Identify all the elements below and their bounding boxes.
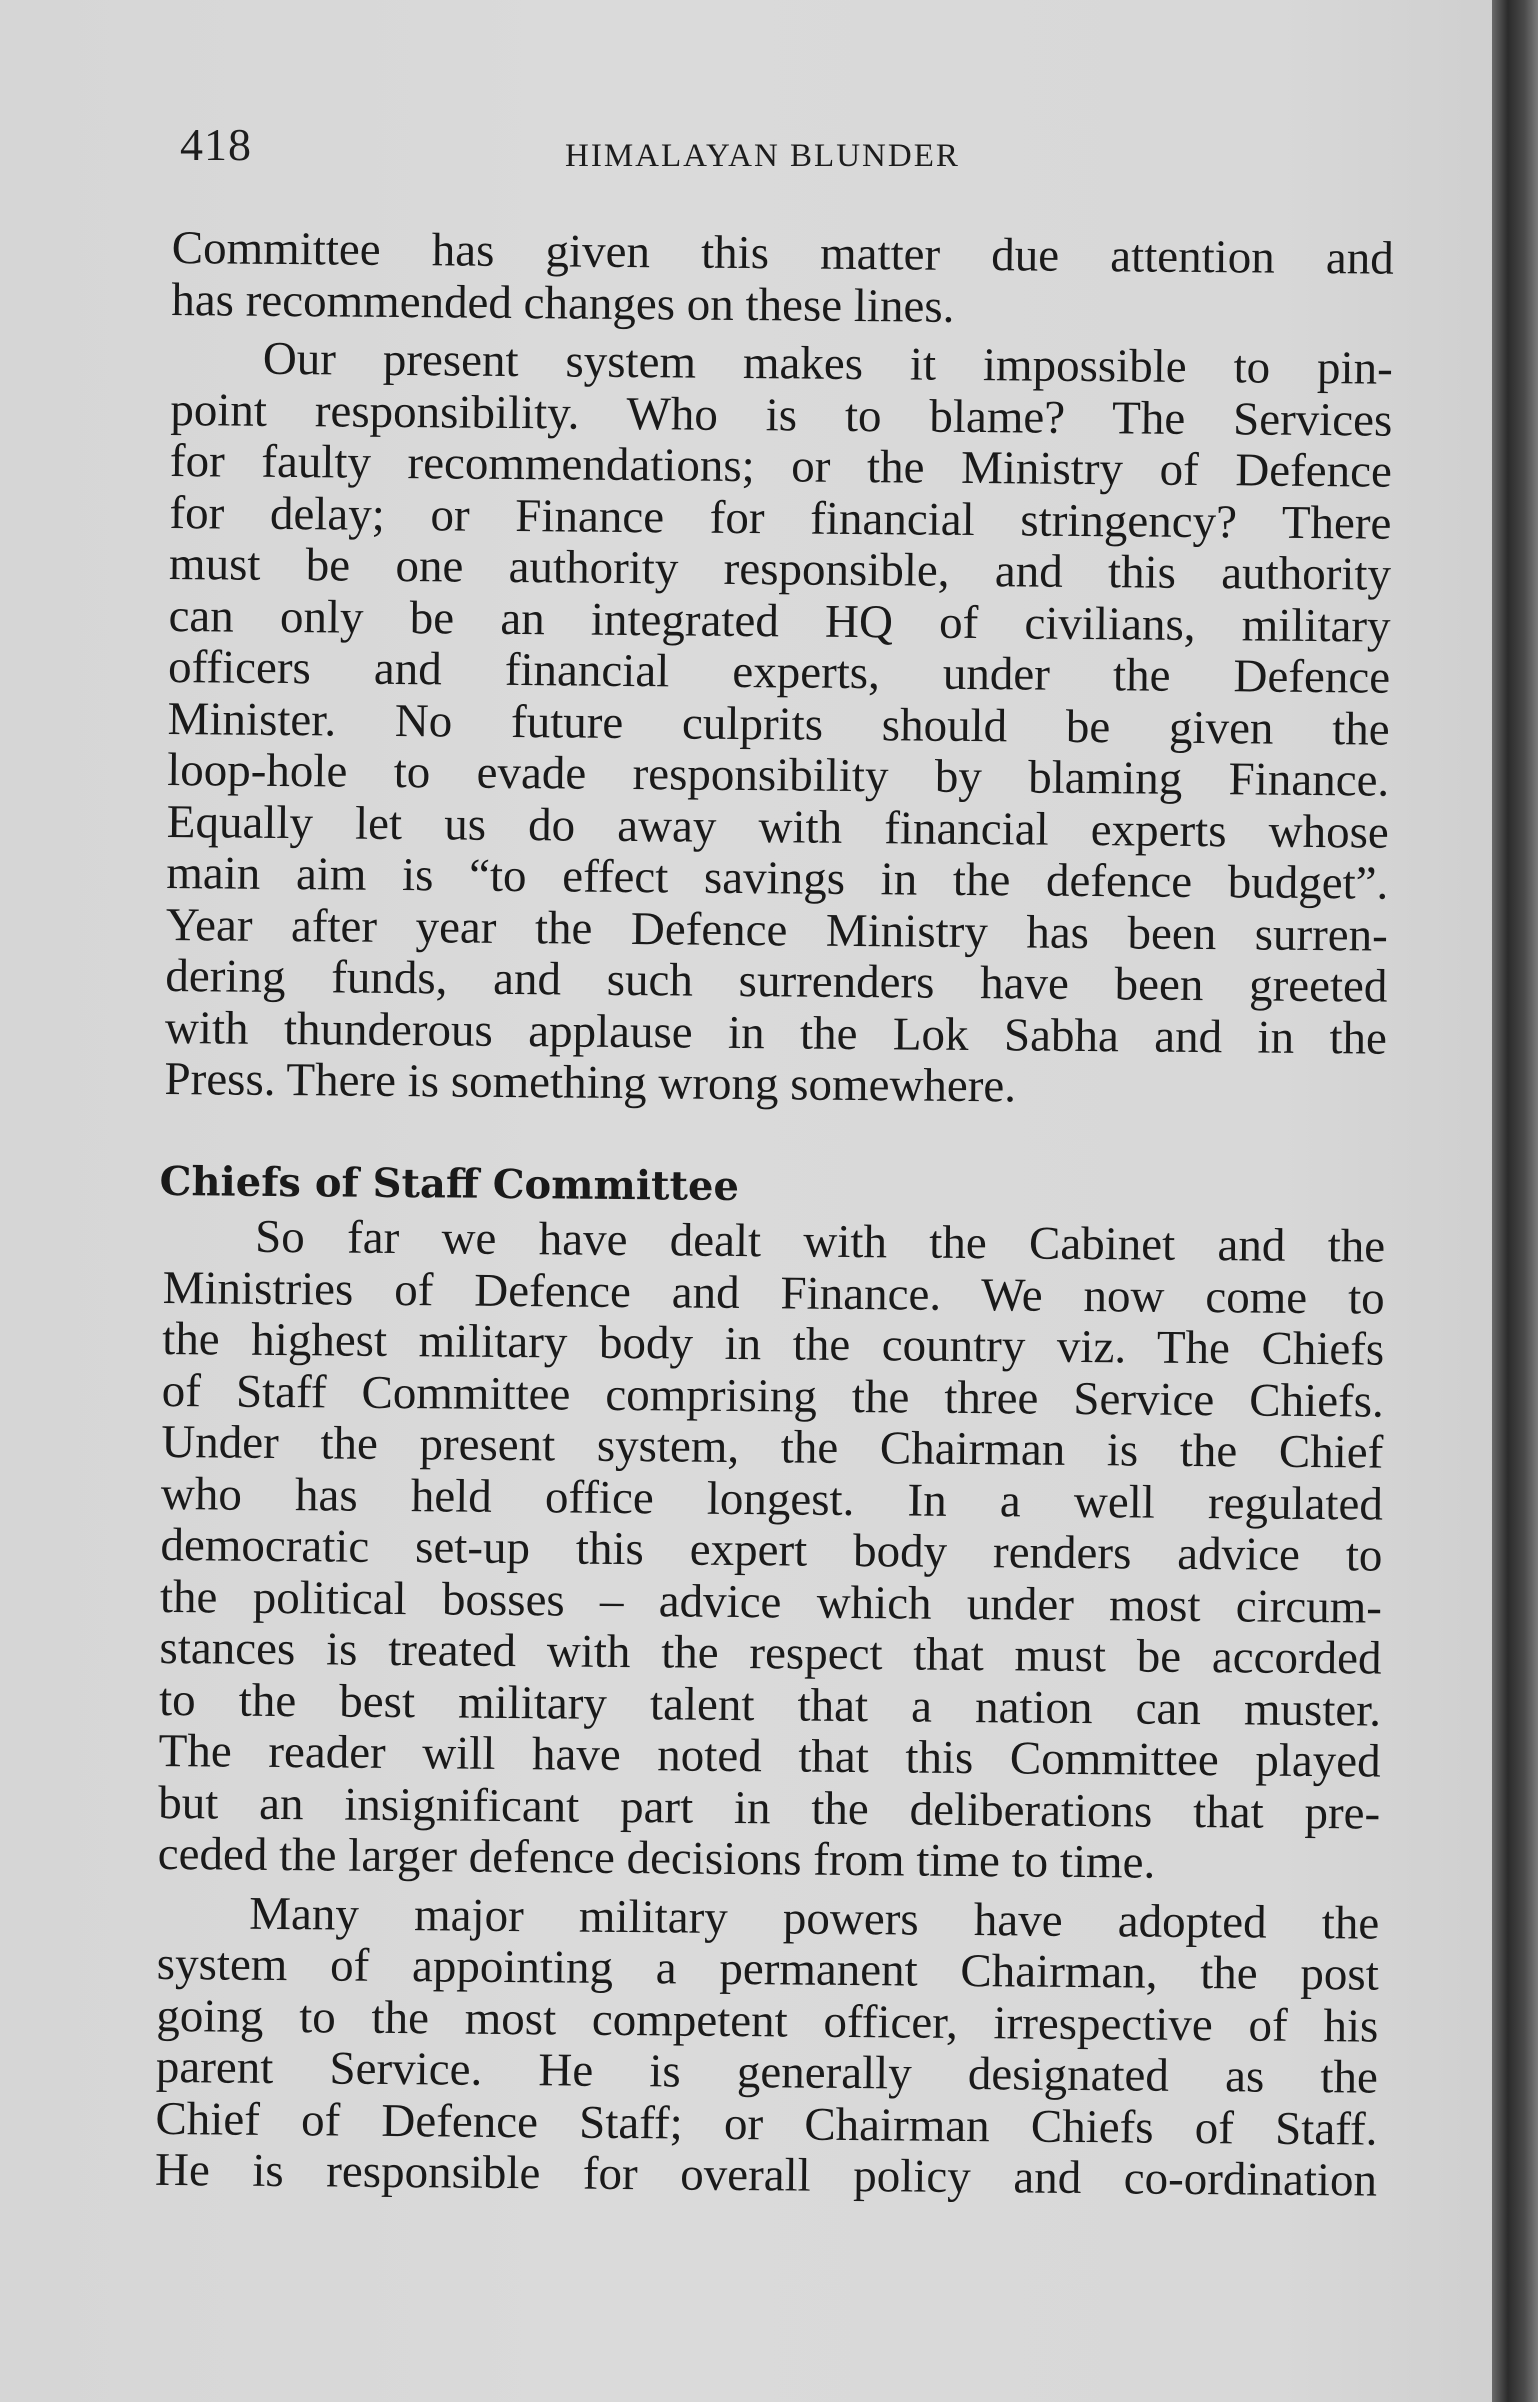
text-line: for delay; or Finance for financial stringency? There [169, 486, 1392, 550]
text-line: ceded the larger defence decisions from time to time. [157, 1827, 1156, 1889]
text-line: has recommended changes on these lines. [171, 273, 955, 333]
text-line: Press. There is something wrong somewhere. [164, 1052, 1017, 1113]
body-text [155, 223, 1394, 2207]
text-line: Equally let us do away with financial experts whose [166, 795, 1389, 859]
section-heading: Chiefs of Staff Committee [159, 1157, 740, 1210]
text-line: Minister. No future culprits should be given the [167, 692, 1390, 756]
text-line: for faulty recommendations; or the Ministry of Defence [169, 434, 1393, 498]
text-line: with thunderous applause in the Lok Sabha and in the [164, 1001, 1388, 1065]
text-line: can only be an integrated HQ of civilians, military [168, 589, 1391, 653]
paragraph-3 [158, 1211, 1386, 1891]
text-line: Year after year the Defence Ministry has been surren- [165, 898, 1389, 962]
text-line: to the best military talent that a nation can muster. [158, 1673, 1382, 1737]
text-line: Chief of Defence Staff; or Chairman Chiefs of Staff. [155, 2092, 1378, 2156]
text-line: democratic set-up this expert body renders advice to [160, 1518, 1383, 1582]
text-line: going to the most competent officer, irrespective of his [156, 1989, 1379, 2053]
text-line: Our present system makes it impossible to pin- [262, 332, 1394, 395]
text-line: parent Service. He is generally designated as the [155, 2040, 1379, 2104]
text-line: point responsibility. Who is to blame? The Services [170, 383, 1393, 447]
paragraph-1 [171, 223, 1394, 337]
text-line: The reader will have noted that this Committee played [158, 1724, 1381, 1788]
book-spine-shadow [1492, 0, 1538, 2402]
text-line: but an insignificant part in the deliberations that pre- [157, 1776, 1381, 1840]
text-line: officers and financial experts, under the Defence [167, 640, 1391, 704]
paragraph-2 [164, 333, 1393, 1116]
text-line: stances is treated with the respect that must be accorded [159, 1621, 1382, 1685]
text-line: Ministries of Defence and Finance. We now come to [162, 1261, 1385, 1325]
text-line: Many major military powers have adopted the [249, 1887, 1380, 1950]
text-line: loop-hole to evade responsibility by blaming Finance. [166, 743, 1390, 807]
page-number: 418 [180, 119, 252, 170]
text-line: who has held office longest. In a well regulated [160, 1467, 1384, 1531]
paragraph-4 [155, 1887, 1380, 2207]
text-line: main aim is “to effect savings in the defence budget”. [166, 846, 1389, 910]
text-line: of Staff Committee comprising the three Service Chiefs. [161, 1364, 1384, 1428]
text-line: Committee has given this matter due attention and [171, 222, 1394, 285]
page-header [180, 118, 1400, 188]
text-line: He is responsible for overall policy and co-ordination [154, 2143, 1378, 2207]
text-line: Under the present system, the Chairman is the Chief [161, 1415, 1384, 1479]
text-line: the political bosses – advice which under most circum- [159, 1570, 1383, 1634]
running-head: HIMALAYAN BLUNDER [565, 138, 960, 174]
text-line: So far we have dealt with the Cabinet and the [254, 1210, 1386, 1273]
text-line: system of appointing a permanent Chairman, the post [156, 1937, 1379, 2001]
text-line: dering funds, and such surrenders have been greeted [165, 949, 1388, 1013]
text-line: must be one authority responsible, and this authority [168, 537, 1392, 601]
text-line: the highest military body in the country viz. The Chiefs [162, 1312, 1385, 1376]
